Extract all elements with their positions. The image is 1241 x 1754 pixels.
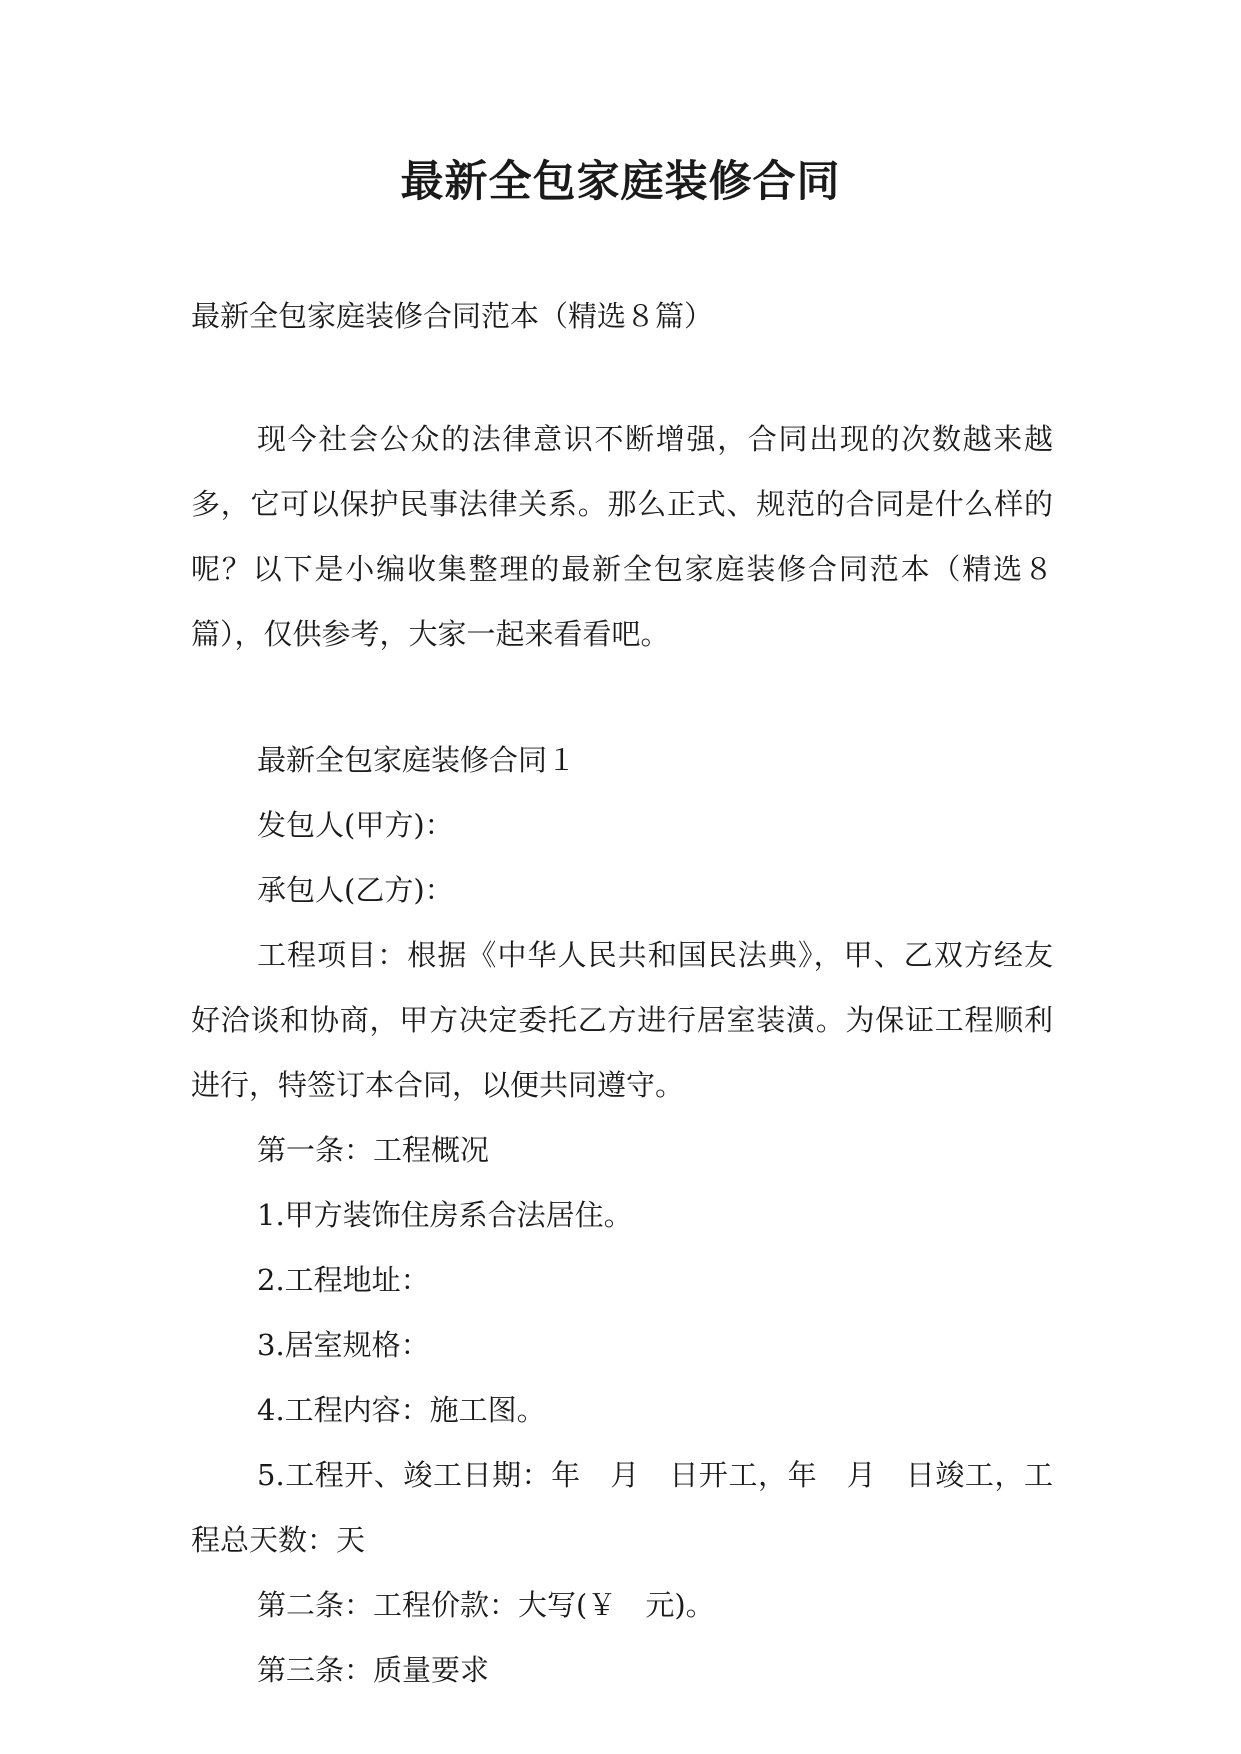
intro-paragraph: 现今社会公众的法律意识不断增强，合同出现的次数越来越多，它可以保护民事法律关系。那么正式、规范的合同是什么样的呢？以下是小编收集整理的最新全包家庭装修合同范本（精选８篇），仅供参考，大家一起来看看吧。 xyxy=(191,422,1053,651)
clause-item: 5.工程开、竣工日期：年 月 日开工，年 月 日竣工，工程总天数：天 xyxy=(191,1458,1053,1557)
clause-item: 1.甲方装饰住房系合法居住。 xyxy=(257,1198,633,1232)
document-body xyxy=(191,407,1053,1703)
party-a-line: 发包人(甲方)： xyxy=(257,808,454,842)
document-title: 最新全包家庭装修合同 xyxy=(400,157,841,207)
article-three-heading: 第三条：质量要求 xyxy=(257,1653,490,1687)
clause-item: 4.工程内容：施工图。 xyxy=(257,1393,546,1427)
party-b-line: 承包人(乙方)： xyxy=(257,873,454,907)
article-two-line: 第二条：工程价款：大写(￥ 元)。 xyxy=(257,1588,715,1622)
clause-item: 2.工程地址： xyxy=(257,1263,430,1297)
section-heading: 最新全包家庭装修合同１ xyxy=(257,743,577,777)
document-subtitle: 最新全包家庭装修合同范本（精选８篇） xyxy=(191,299,714,333)
article-one-heading: 第一条：工程概况 xyxy=(257,1133,490,1167)
clause-item: 3.居室规格： xyxy=(257,1328,430,1362)
project-paragraph: 工程项目：根据《中华人民共和国民法典》，甲、乙双方经友好洽谈和协商，甲方决定委托乙方进行居室装潢。为保证工程顺利进行，特签订本合同，以便共同遵守。 xyxy=(191,938,1053,1102)
